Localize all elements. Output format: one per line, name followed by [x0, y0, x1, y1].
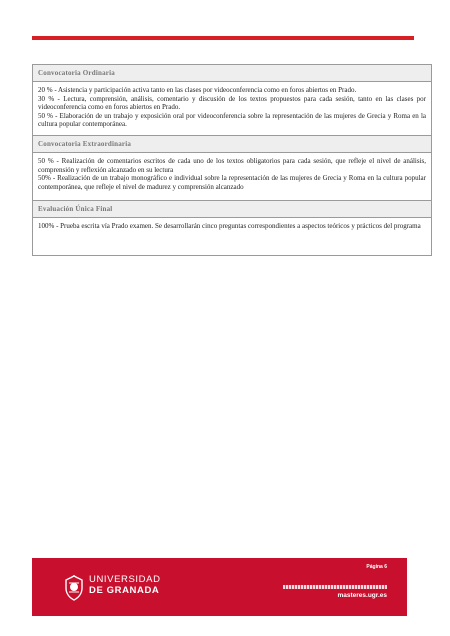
section-body-unica-final: [33, 217, 431, 255]
criterion-line: 50 % - Elaboración de un trabajo y exposición oral por videoconferencia sobre la representación de las mujeres de Grecia y Roma en la cultura popular contemporánea.: [38, 111, 426, 129]
section-heading-ordinaria: Convocatoria Ordinaria: [33, 65, 431, 81]
evaluation-table: [32, 64, 432, 256]
criterion-line: 50% - Realización de un trabajo monográfico e individual sobre la representación de las mujeres de Grecia y Roma en la cultura popular contemporánea, que refleje el nivel de madurez y comprensión alcanzado: [38, 174, 426, 191]
criterion-line: 100% - Prueba escrita vía Prado examen. Se desarrollarán cinco preguntas correspondientes a aspectos teóricos y prácticos del programa: [38, 222, 421, 230]
university-seal-icon: [62, 575, 86, 601]
section-body-extraordinaria: [33, 152, 431, 200]
section-heading-extraordinaria: Convocatoria Extraordinaria: [33, 135, 431, 152]
criterion-line: 20 % - Asistencia y participación activa tanto en las clases por videoconferencia como en foros abiertos en Prado.: [38, 86, 357, 94]
page-number: Página 6: [366, 564, 387, 570]
university-line1: UNIVERSIDAD: [89, 574, 161, 585]
criterion-line: 50 % - Realización de comentarios escritos de cada uno de los textos obligatorios para cada sesión, que refleje el nivel de análisis, comprensión y reflexión alcanzado en su lectura: [38, 157, 426, 174]
criterion-line: 30 % - Lectura, comprensión, análisis, comentario y discusión de los textos propuestos para cada sesión, tanto en las clases por videoconferencia como en foros abiertos en Prado.: [38, 94, 426, 112]
page-footer: [32, 558, 407, 616]
section-body-ordinaria: [33, 81, 431, 135]
university-line2: DE GRANADA: [89, 584, 160, 596]
header-rule: [32, 36, 414, 40]
website-link[interactable]: masteres.ugr.es: [337, 592, 387, 599]
footer-watermark-strip: [283, 585, 387, 589]
section-heading-unica-final: Evaluación Única Final: [33, 200, 431, 217]
university-wordmark: [89, 575, 161, 596]
